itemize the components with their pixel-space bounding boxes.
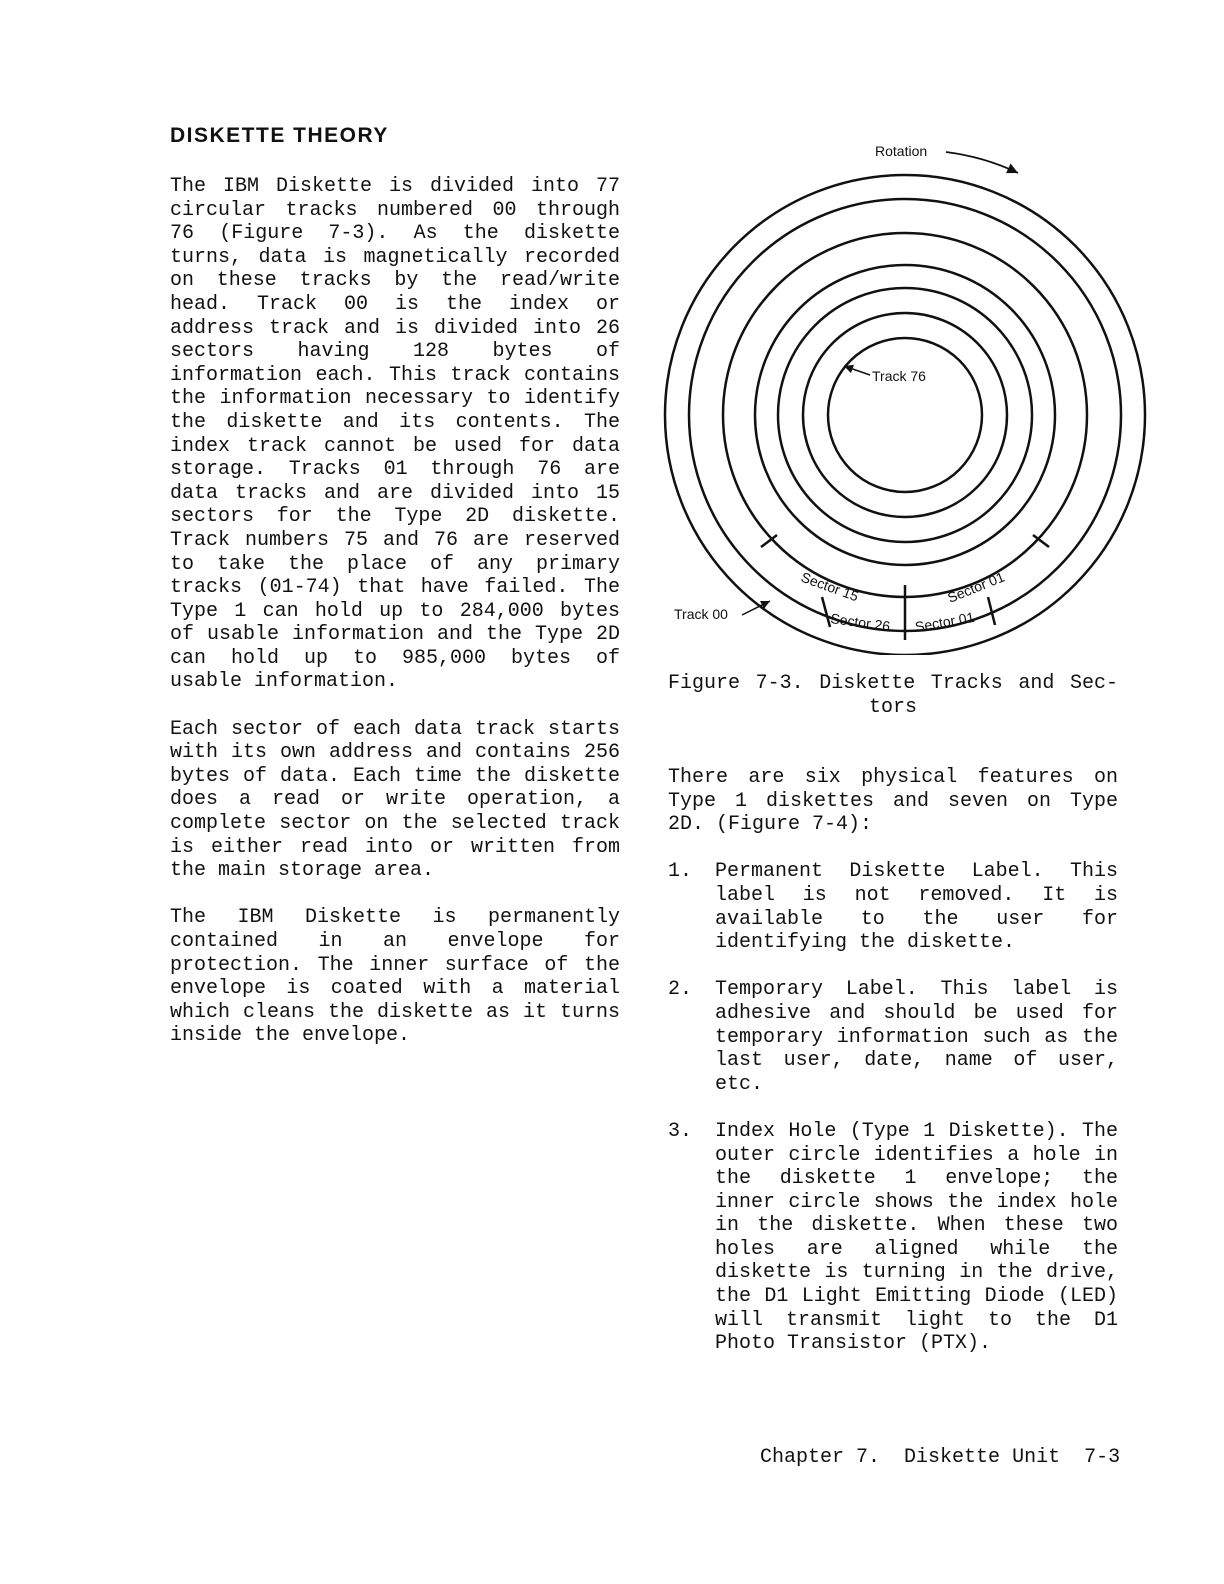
track76-label: Track 76 <box>872 368 926 384</box>
track76-arrow-icon <box>844 366 870 375</box>
paragraph-sectors: Each sector of each data track starts with its own address and contains 256 bytes of data. Each time the diskette does a read or write operation, a complete sector on the selected track is either read into or written from the main storage area. <box>170 717 620 883</box>
paragraph-tracks: The IBM Diskette is divided into 77 circular tracks numbered 00 through 76 (Figure 7-3). As the diskette turns, data is magnetically recorded on these tracks by the read/write head. Track 00 is the index or address track and is divided into 26 sectors having 128 bytes of information each. This track contains the information necessary to identify the diskette and its contents. The index track cannot be used for data storage. Tracks 01 through 76 are data tracks and are divided into 15 sectors for the Type 2D diskette. Track numbers 75 and 76 are reserved to take the place of any primary tracks (01-74) that have failed. The Type 1 can hold up to 284,000 bytes of usable information and the Type 2D can hold up to 985,000 bytes of usable information. <box>170 175 620 694</box>
sector01-outer-label: Sector 01 <box>945 568 1007 606</box>
sector-divider-inner-left <box>822 597 830 627</box>
right-column <box>668 766 1118 1379</box>
figure-caption-line2: tors <box>868 695 917 719</box>
left-column <box>170 175 620 1072</box>
footer-chapter: Chapter 7. <box>760 1446 881 1469</box>
diskette-tracks-figure <box>650 135 1160 655</box>
section-title: DISKETTE THEORY <box>170 124 389 147</box>
feature-item-3 <box>668 1120 1118 1356</box>
footer-title: Diskette Unit <box>904 1446 1061 1469</box>
feature-number: 3. <box>668 1119 693 1143</box>
sector01-inner-label: Sector 01 <box>913 608 976 635</box>
rotation-arrow-icon <box>946 152 1018 173</box>
feature-item-2 <box>668 978 1118 1096</box>
track-circle-6 <box>803 313 1007 517</box>
sector15-label: Sector 15 <box>798 568 861 605</box>
feature-number: 2. <box>668 978 693 1002</box>
track-circle-4 <box>755 265 1055 565</box>
feature-number: 1. <box>668 860 693 884</box>
footer-page-number: 7-3 <box>1084 1446 1121 1469</box>
figure-caption-line1: Figure 7-3. Diskette Tracks and Sec- <box>668 672 1118 695</box>
feature-text: Permanent Diskette Label. This label is not removed. It is available to the user for identifying the diskette. <box>715 860 1118 955</box>
feature-item-1 <box>668 860 1118 954</box>
rotation-label: Rotation <box>875 143 928 159</box>
features-intro: There are six physical features on Type 1 diskettes and seven on Type 2D. (Figure 7-4): <box>668 766 1118 837</box>
feature-text: Temporary Label. This label is adhesive and should be used for temporary information such as the last user, date, name of user, etc. <box>715 978 1118 1096</box>
track00-label: Track 00 <box>674 606 728 622</box>
paragraph-envelope: The IBM Diskette is permanently contained in an envelope for protection. The inner surface of the envelope is coated with a material which cleans the diskette as it turns inside the envelope. <box>170 906 620 1048</box>
figure-caption <box>668 672 1118 719</box>
feature-text: Index Hole (Type 1 Diskette). The outer circle identifies a hole in the diskette 1 envelope; the inner circle shows the index hole in the diskette. When these two holes are aligned while the diskette is turning in the drive, the D1 Light Emitting Diode (LED) will transmit light to the D1 Photo Transistor (PTX). <box>715 1119 1118 1356</box>
track-circle-5 <box>778 288 1032 542</box>
sector26-label: Sector 26 <box>829 610 892 635</box>
page-footer <box>760 1446 1120 1469</box>
track-circle-7 <box>828 338 982 492</box>
track-circle-1 <box>665 175 1145 655</box>
